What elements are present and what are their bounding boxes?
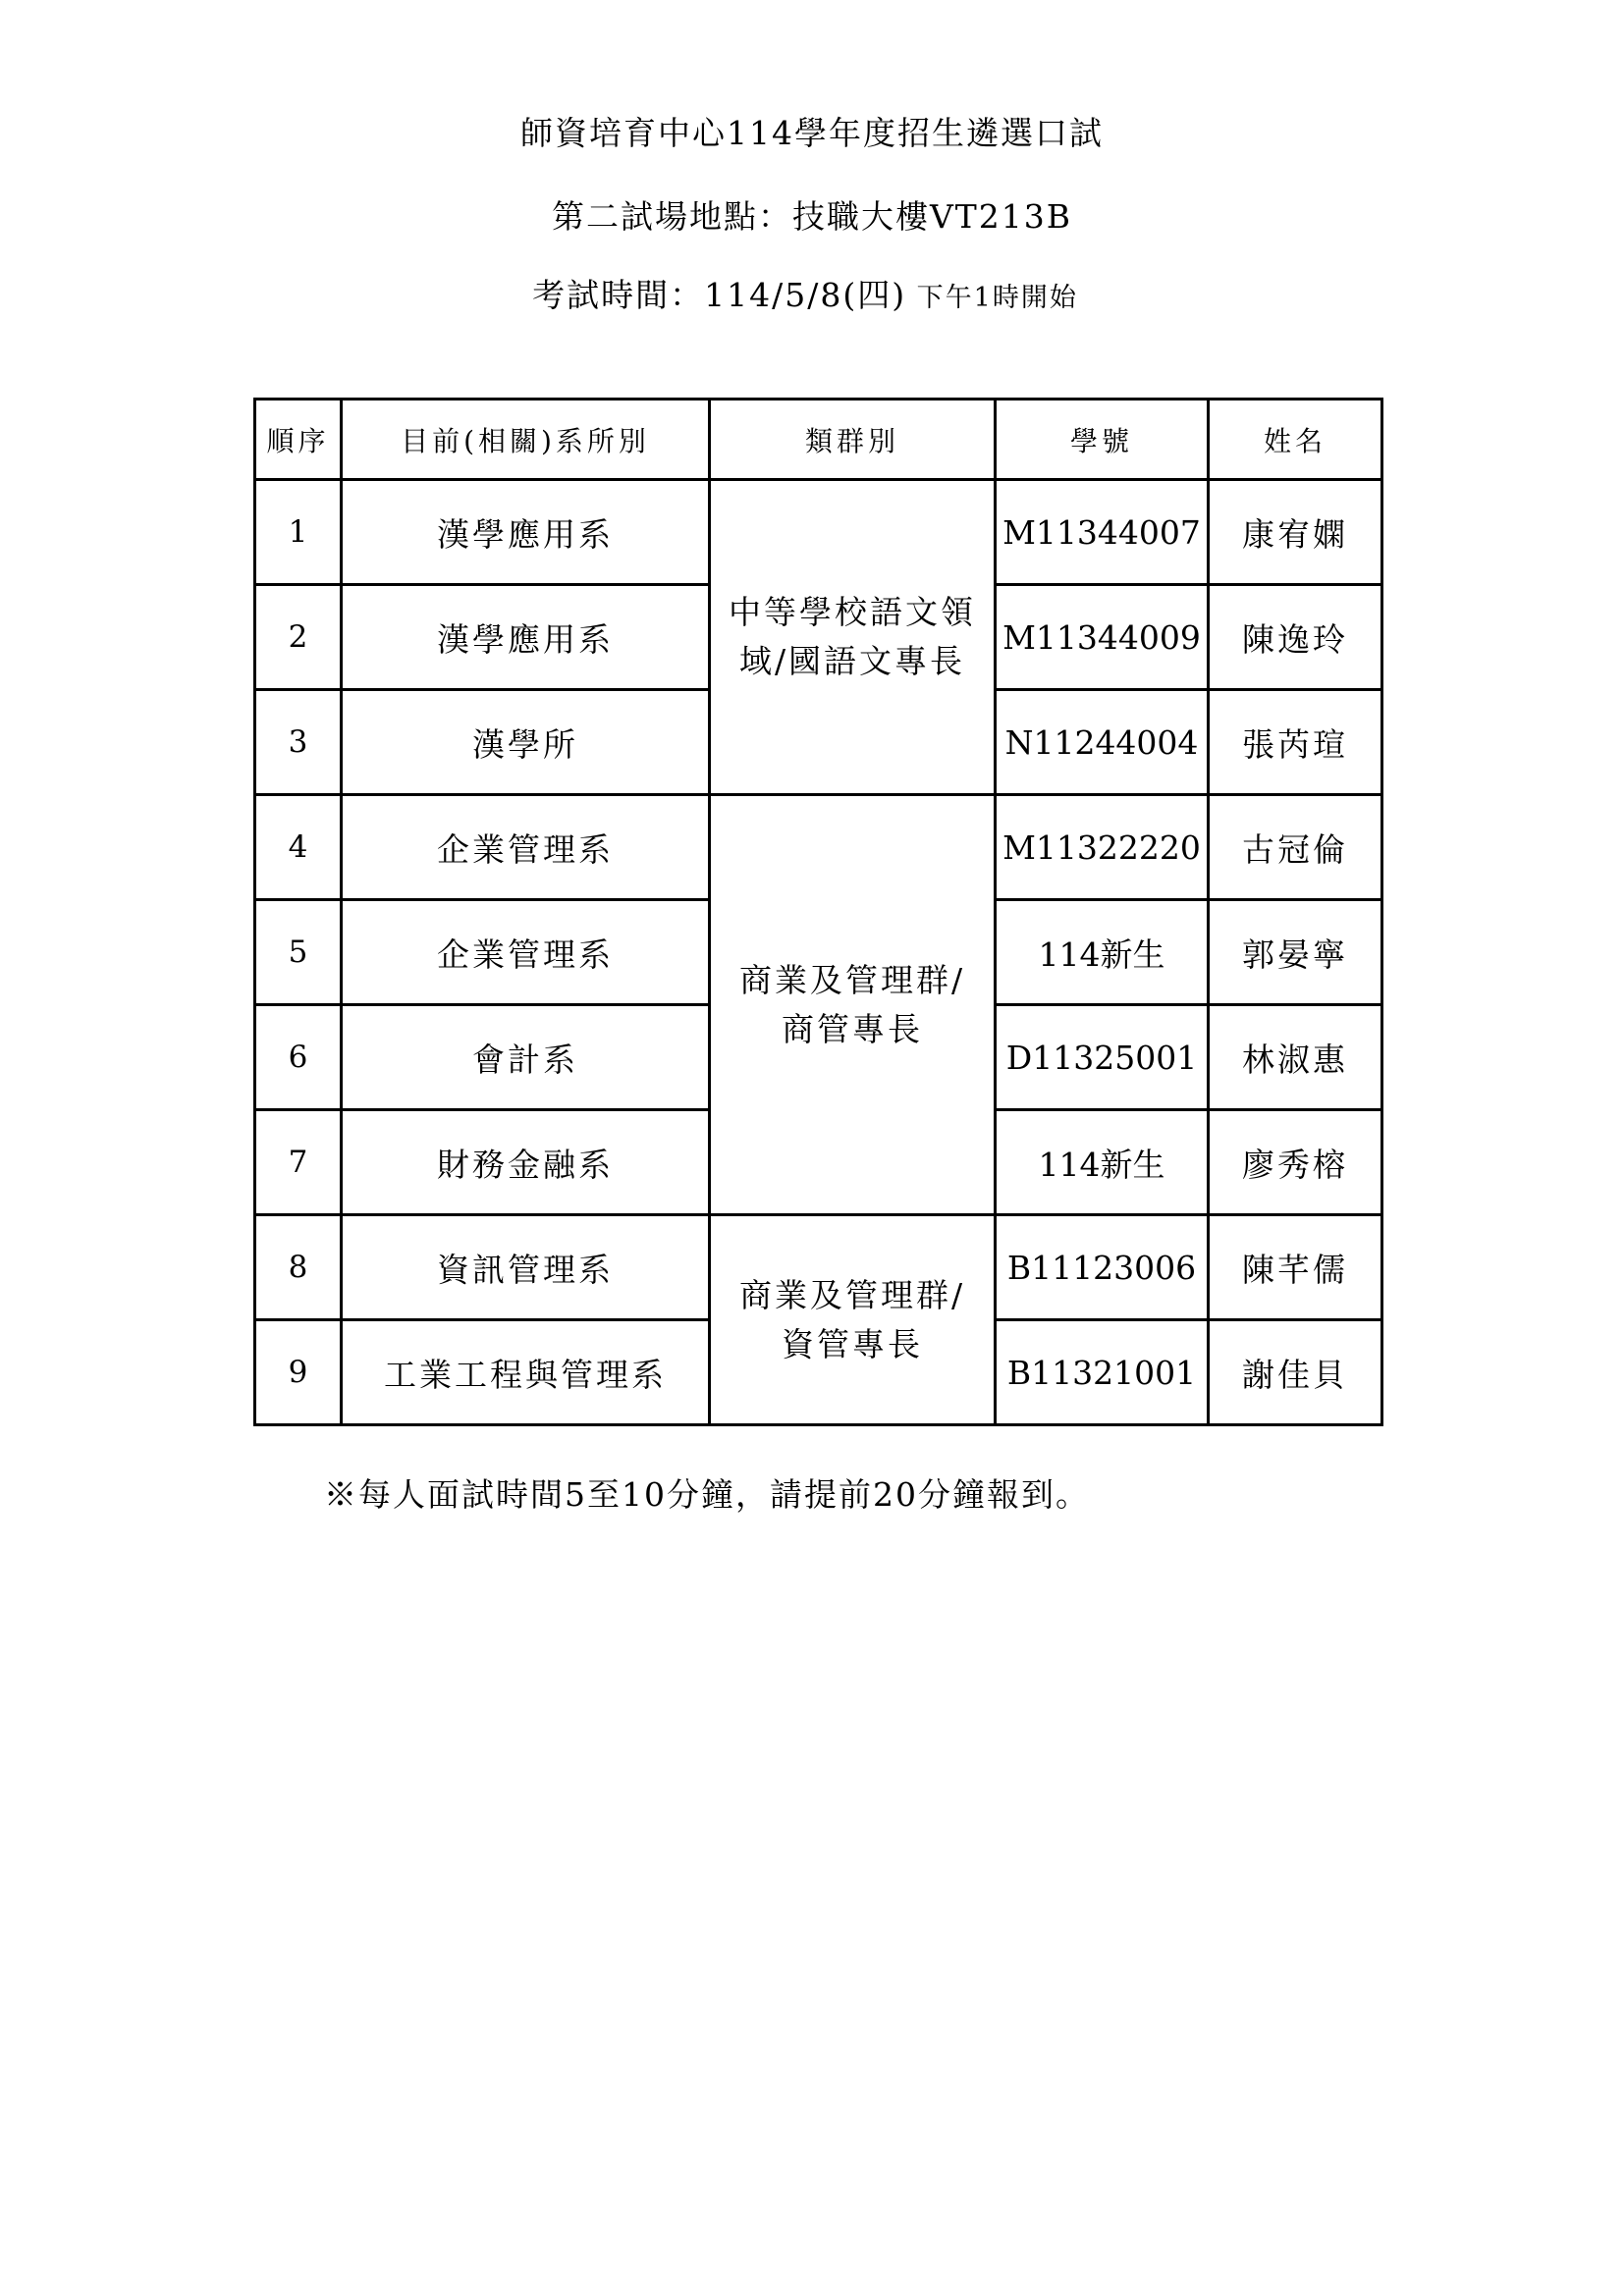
cell-department: 漢學所 (342, 690, 710, 795)
cell-student-id: M11344009 (996, 585, 1209, 690)
cell-student-id: M11322220 (996, 795, 1209, 900)
venue-line: 第二試場地點：技職大樓VT213B (551, 197, 1073, 236)
header-department: 目前(相關)系所別 (342, 400, 710, 480)
cell-order: 5 (255, 900, 342, 1005)
exam-time-main: 考試時間：114/5/8(四) (532, 276, 907, 314)
cell-department: 資訊管理系 (342, 1215, 710, 1320)
cell-order: 2 (255, 585, 342, 690)
cell-name: 謝佳貝 (1209, 1320, 1382, 1425)
header-name: 姓名 (1209, 400, 1382, 480)
cell-group (710, 1215, 996, 1425)
table-row (255, 480, 1382, 585)
cell-name: 張芮瑄 (1209, 690, 1382, 795)
cell-name: 林淑惠 (1209, 1005, 1382, 1110)
header-student-id: 學號 (996, 400, 1209, 480)
cell-order: 1 (255, 480, 342, 585)
cell-group (710, 795, 996, 1215)
cell-student-id: D11325001 (996, 1005, 1209, 1110)
group-label: 中等學校語文領域/國語文專長 (729, 593, 976, 680)
cell-name: 古冠倫 (1209, 795, 1382, 900)
cell-name: 郭晏寧 (1209, 900, 1382, 1005)
cell-department: 會計系 (342, 1005, 710, 1110)
interview-roster-table (253, 398, 1383, 1426)
cell-order: 6 (255, 1005, 342, 1110)
header-order: 順序 (255, 400, 342, 480)
cell-name: 廖秀榕 (1209, 1110, 1382, 1215)
cell-name: 康宥嫻 (1209, 480, 1382, 585)
cell-student-id: 114新生 (996, 1110, 1209, 1215)
exam-time-sub: 下午1時開始 (906, 283, 1078, 313)
cell-order: 8 (255, 1215, 342, 1320)
cell-department: 漢學應用系 (342, 585, 710, 690)
cell-student-id: N11244004 (996, 690, 1209, 795)
table-row (255, 1215, 1382, 1320)
cell-order: 7 (255, 1110, 342, 1215)
table-header-row (255, 400, 1382, 480)
cell-department: 企業管理系 (342, 795, 710, 900)
cell-name: 陳逸玲 (1209, 585, 1382, 690)
cell-student-id: 114新生 (996, 900, 1209, 1005)
cell-order: 9 (255, 1320, 342, 1425)
table-row (255, 795, 1382, 900)
group-label: 商業及管理群/商管專長 (738, 960, 966, 1048)
group-label: 商業及管理群/資管專長 (738, 1275, 966, 1363)
cell-order: 3 (255, 690, 342, 795)
cell-group (710, 480, 996, 795)
cell-order: 4 (255, 795, 342, 900)
exam-time-line (118, 270, 1492, 316)
cell-department: 漢學應用系 (342, 480, 710, 585)
interview-note: ※每人面試時間5至10分鐘，請提前20分鐘報到。 (324, 1475, 1090, 1514)
cell-department: 企業管理系 (342, 900, 710, 1005)
cell-department: 工業工程與管理系 (342, 1320, 710, 1425)
header-group: 類群別 (710, 400, 996, 480)
cell-name: 陳芊儒 (1209, 1215, 1382, 1320)
cell-department: 財務金融系 (342, 1110, 710, 1215)
document-title: 師資培育中心114學年度招生遴選口試 (520, 114, 1104, 152)
cell-student-id: B11321001 (996, 1320, 1209, 1425)
cell-student-id: B11123006 (996, 1215, 1209, 1320)
cell-student-id: M11344007 (996, 480, 1209, 585)
